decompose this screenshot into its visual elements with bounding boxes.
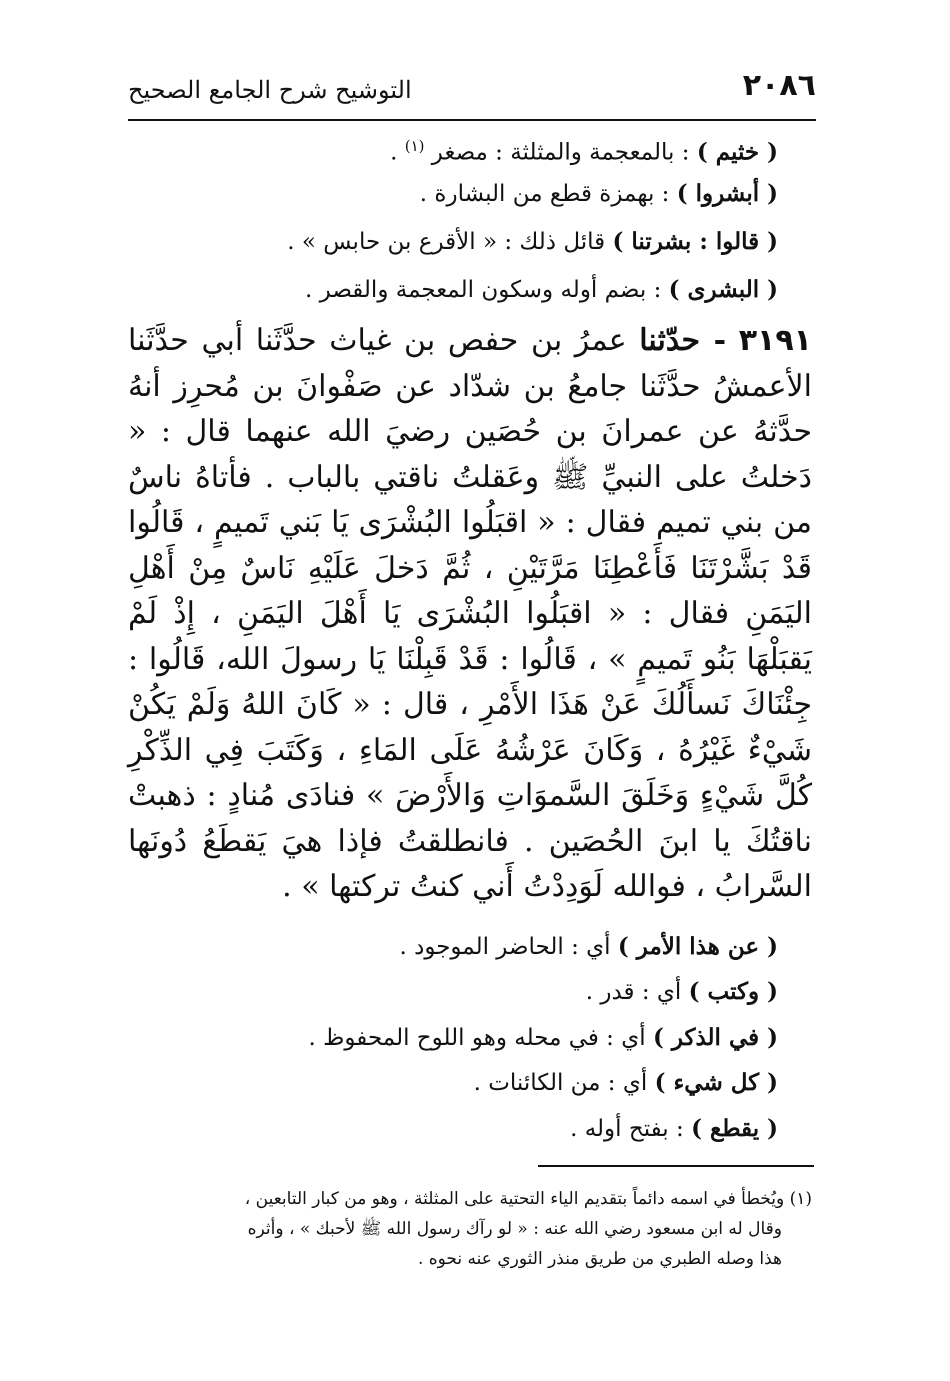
note-text: : بهمزة قطع من البشارة .	[419, 181, 677, 207]
hadith-line: البُشْرَى يَا بَني تَميمٍ ، قَالُوا قَدْ بَشَّرْتَنَا فَأَعْطِنَا مَرَّتَيْنِ ، ثُمَّ دَخلَ	[128, 505, 812, 586]
page-header	[128, 66, 816, 116]
hadith-line: عَلَيْهِ نَاسٌ مِنْ أَهْلِ اليَمَنِ فقال : « اقبَلُوا البُشْرَى يَا أَهْلَ اليَمَنِ ،	[128, 550, 812, 631]
glosses-list	[128, 924, 812, 1152]
note-term: ( قالوا : بشرتنا )	[612, 228, 778, 255]
hadith-line: تركتها » .	[282, 869, 401, 904]
hadith-line: إِذْ لَمْ يَقبَلْهَا بَنُو تَميمٍ » ، قَالُوا : قَدْ قَبِلْنَا يَا رسولَ الله، قَالُوا :	[128, 596, 812, 677]
gloss-term: ( وكتب )	[688, 978, 778, 1005]
hadith-line: غَيْرُهُ ، وَكَانَ عَرْشُهُ عَلَى المَاءِ ، وَكَتَبَ فِي الذِّكْرِ كُلَّ شَيْءٍ وَخَلَقَ	[128, 732, 812, 813]
gloss-item	[128, 1060, 812, 1106]
gloss-item	[128, 1015, 812, 1061]
note-text: : بالمعجمة والمثلثة : مصغر	[424, 139, 697, 166]
hadith-number: ٣١٩١	[738, 323, 812, 358]
page-body	[128, 122, 812, 1151]
footnote-line: وقال له ابن مسعود رضي الله عنه : « لو رآك رسول الله ﷺ لأحبك » ، وأثره	[247, 1219, 782, 1239]
gloss-text: : بفتح أوله .	[570, 1115, 692, 1142]
gloss-term: ( كل شيء )	[654, 1069, 778, 1096]
commentary-note	[128, 266, 812, 314]
hadith-line: السَّموَاتِ وَالأَرْضَ » فنادَى مُنادٍ : ذهبتْ ناقتُكَ يا ابنَ الحُصَين .	[128, 778, 812, 859]
gloss-item	[128, 924, 812, 970]
footnotes	[128, 1184, 812, 1274]
gloss-text: أي : من الكائنات .	[473, 1070, 655, 1096]
hadith-text	[128, 318, 812, 910]
gloss-term: ( يقطع )	[691, 1114, 778, 1142]
note-end: .	[390, 139, 405, 166]
gloss-item	[128, 969, 812, 1015]
commentary-note	[128, 218, 812, 266]
gloss-text: أي : الحاضر الموجود .	[399, 933, 618, 960]
gloss-item	[128, 1106, 812, 1152]
gloss-text: أي : في محله وهو اللوح المحفوظ .	[308, 1024, 653, 1051]
footnote-divider	[538, 1165, 814, 1167]
hadith-line: عمرُ بن حفص بن غياث حدَّثَنا أبي حدَّثَنا	[128, 323, 627, 358]
header-divider	[128, 119, 816, 121]
page-number: ٢٠٨٦	[742, 68, 816, 103]
hadith-line: عمرانَ بن حُصَين رضيَ الله عنهما قال : « دَخلتُ على النبيِّ ﷺ	[128, 414, 812, 495]
gloss-term: ( في الذكر )	[652, 1023, 778, 1051]
footnote-reference[interactable]: (١)	[404, 137, 425, 155]
note-term: ( البشرى )	[668, 276, 778, 303]
gloss-text: أي : قدر .	[585, 979, 689, 1005]
note-text: قائل ذلك : « الأقرع بن حابس » .	[287, 229, 613, 255]
gloss-term: ( عن هذا الأمر )	[617, 932, 778, 960]
note-text: : بضم أوله وسكون المعجمة والقصر .	[305, 277, 669, 303]
footnote-line: (١) ويُخطأ في اسمه دائماً بتقديم الياء التحتية على المثلثة ، وهو من كبار التابعين ،	[244, 1189, 812, 1209]
note-term: ( خثيم )	[696, 138, 778, 166]
hadith-line: جِئْنَاكَ نَسأَلُكَ عَنْ هَذَا الأَمْرِ ، قال : « كَانَ اللهُ وَلَمْ يَكُنْ شَيْءٌ	[128, 687, 812, 768]
hadith-lead: - حدّثنا	[639, 323, 727, 358]
commentary-note	[128, 122, 812, 170]
hadith-line: فانطلقتُ فإذا هيَ يَقطَعُ دُونَها السَّرابُ ، فوالله لَوَدِدْتُ أَني كنتُ	[128, 823, 812, 904]
footnote-line: هذا وصله الطبري من طريق منذر الثوري عنه نحوه .	[417, 1249, 782, 1269]
running-title: التوشيح شرح الجامع الصحيح	[128, 76, 412, 104]
hadith-line: الأعمشُ حدَّثَنا جامعُ بن شدّاد عن صَفْوانَ بن مُحرِز أنهُ حدَّثهُ عن	[128, 368, 812, 449]
note-term: ( أبشروا )	[676, 180, 778, 207]
commentary-note	[128, 170, 812, 218]
hadith-line: وعَقلتُ ناقتي بالباب . فأتاهُ ناسٌ من بني تميم فقال : « اقبَلُوا	[128, 459, 812, 540]
